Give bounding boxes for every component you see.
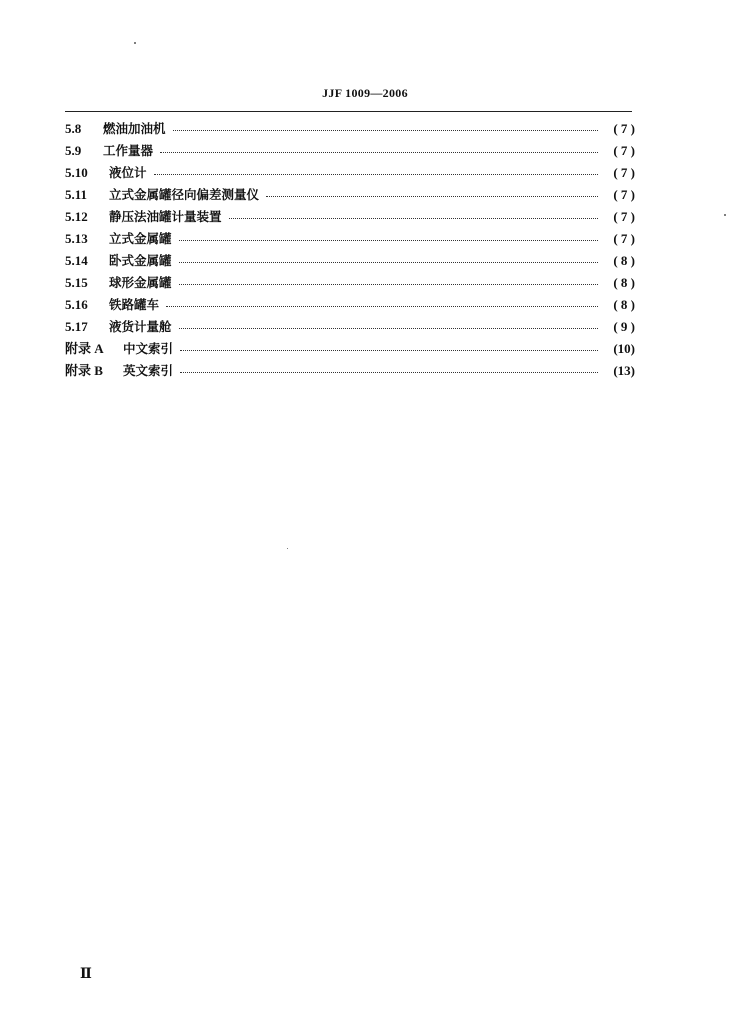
toc-entry-title: 静压法油罐计量装置 xyxy=(109,209,222,224)
toc-entry-page: ( 7 ) xyxy=(613,209,635,224)
page-number: Ⅱ xyxy=(80,967,92,982)
toc-entry-number: 5.11 xyxy=(65,187,88,202)
scan-speck xyxy=(287,548,288,549)
toc-entry-5-12 xyxy=(65,206,635,228)
toc-entry-5-8 xyxy=(65,118,635,140)
toc-entry-number: 5.12 xyxy=(65,209,88,224)
toc-entry-page: ( 7 ) xyxy=(613,143,635,158)
toc-entry-page: ( 7 ) xyxy=(613,121,635,136)
toc-entry-title: 液位计 xyxy=(109,165,147,180)
toc-entry-number: 5.10 xyxy=(65,165,88,180)
toc-entry-title: 英文索引 xyxy=(123,363,174,378)
toc-entry-appendix-b xyxy=(65,360,635,382)
toc-dot-leader xyxy=(173,130,598,131)
toc-entry-title: 立式金属罐径向偏差测量仪 xyxy=(109,187,260,202)
toc-entry-5-17 xyxy=(65,316,635,338)
toc-entry-5-16 xyxy=(65,294,635,316)
toc-entry-page: ( 9 ) xyxy=(613,319,635,334)
toc-entry-number: 5.13 xyxy=(65,231,88,246)
toc-entry-title: 液货计量舱 xyxy=(109,319,172,334)
toc-dot-leader xyxy=(154,174,598,175)
toc-entry-number: 5.16 xyxy=(65,297,88,312)
toc-entry-number: 附录 A xyxy=(65,341,104,356)
toc-entry-page: ( 7 ) xyxy=(613,187,635,202)
toc-dot-leader xyxy=(160,152,598,153)
toc-entry-5-14 xyxy=(65,250,635,272)
toc-dot-leader xyxy=(179,328,598,329)
toc-dot-leader xyxy=(180,372,598,373)
toc-dot-leader xyxy=(266,196,598,197)
toc-dot-leader xyxy=(180,350,598,351)
toc-entry-page: ( 8 ) xyxy=(613,297,635,312)
toc-entry-page: ( 8 ) xyxy=(613,253,635,268)
toc-entry-5-9 xyxy=(65,140,635,162)
scan-speck xyxy=(134,42,136,44)
toc-entry-title: 燃油加油机 xyxy=(103,121,166,136)
toc-entry-title: 工作量器 xyxy=(103,143,154,158)
toc-entry-5-13 xyxy=(65,228,635,250)
toc-entry-title: 中文索引 xyxy=(123,341,174,356)
header-rule xyxy=(65,111,632,112)
toc-entry-page: ( 8 ) xyxy=(613,275,635,290)
toc-entry-appendix-a xyxy=(65,338,635,360)
toc-entry-title: 立式金属罐 xyxy=(109,231,172,246)
toc-dot-leader xyxy=(179,262,598,263)
toc-entry-number: 5.8 xyxy=(65,121,82,136)
toc-dot-leader xyxy=(229,218,598,219)
toc-entry-page: ( 7 ) xyxy=(613,231,635,246)
toc-entry-number: 5.9 xyxy=(65,143,82,158)
toc-entry-title: 铁路罐车 xyxy=(109,297,160,312)
toc-entry-page: (13) xyxy=(613,363,635,378)
toc-entry-page: ( 7 ) xyxy=(613,165,635,180)
toc-entry-5-10 xyxy=(65,162,635,184)
toc-entry-page: (10) xyxy=(613,341,635,356)
toc-dot-leader xyxy=(166,306,598,307)
running-header: JJF 1009—2006 xyxy=(322,86,408,100)
toc-entry-number: 5.14 xyxy=(65,253,88,268)
toc-entry-number: 附录 B xyxy=(65,363,103,378)
toc-entry-number: 5.15 xyxy=(65,275,88,290)
toc-entry-5-15 xyxy=(65,272,635,294)
toc-dot-leader xyxy=(179,240,598,241)
table-of-contents xyxy=(65,118,635,382)
toc-entry-title: 球形金属罐 xyxy=(109,275,172,290)
toc-dot-leader xyxy=(179,284,598,285)
toc-entry-5-11 xyxy=(65,184,635,206)
toc-entry-number: 5.17 xyxy=(65,319,88,334)
toc-entry-title: 卧式金属罐 xyxy=(109,253,172,268)
scan-speck xyxy=(724,214,726,216)
